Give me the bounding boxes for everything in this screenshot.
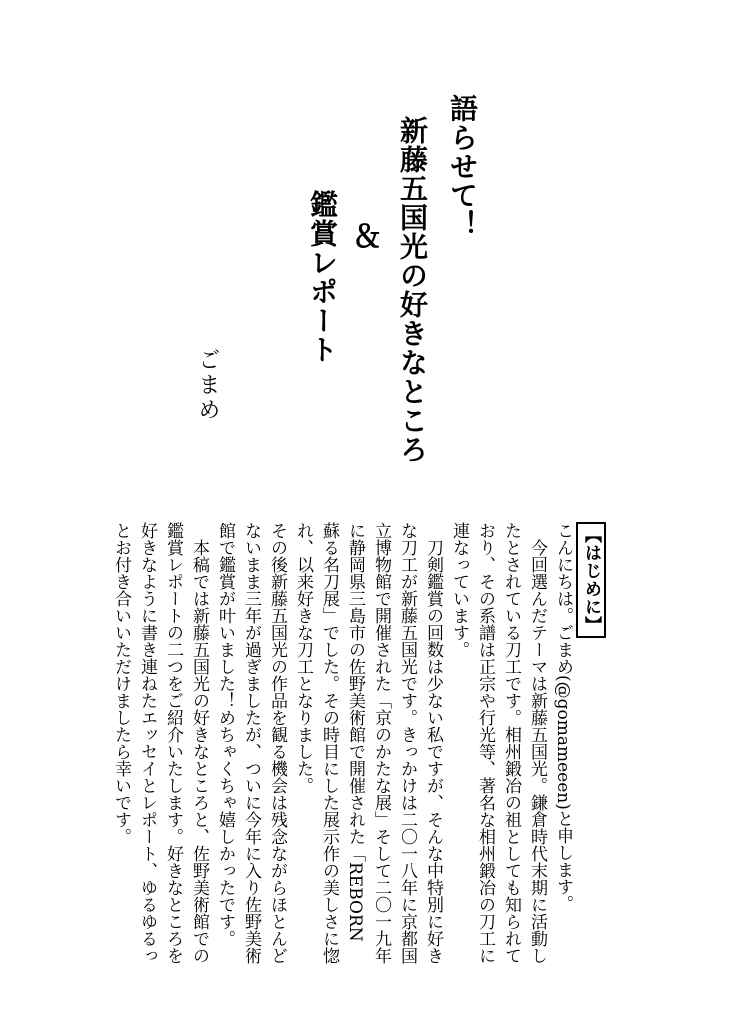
paragraph: 刀剣鑑賞の回数は少ない私ですが、そんな中特別に好きな刀工が新藤五国光です。きっかけは二〇一八年に京都国立博物館で開催された「京のかたな展」そして二〇一九年に静岡県三島市の佐野美術館で開催された「REBORN 蘇る名刀展」でした。その時目にした展示作の美しさに惚れ、以来好きな刀工となりました。: [293, 522, 443, 964]
paragraph: 本稿では新藤五国光の好きなところと、佐野美術館での鑑賞レポートの二つをご紹介いたします。好きなところを好きなように書き連ねたエッセイとレポート、ゆるゆるっとお付き合いいただけましたら幸いです。: [111, 522, 209, 964]
paragraph: その後新藤五国光の作品を観る機会は残念ながらほとんどないまま三年が過ぎましたが、ついに今年に入り佐野美術館で鑑賞が叶いました！めちゃくちゃ嬉しかったです。: [215, 522, 287, 964]
title-ampersand: ＆: [352, 220, 382, 255]
author-name: ごまめ: [195, 348, 220, 423]
title-line-2: 新藤五国光の好きなところ: [396, 116, 429, 464]
section-heading: 【はじめに】: [576, 522, 606, 638]
body-text: [111, 522, 606, 972]
title-line-3: 鑑賞レポート: [306, 190, 339, 364]
paragraph: 今回選んだテーマは新藤五国光。鎌倉時代末期に活動したとされている刀工です。相州鍛冶の祖としても知られており、その系譜は正宗や行光等、著名な相州鍛冶の刀工に連なっています。: [449, 522, 547, 964]
title-line-1: 語らせて！: [446, 94, 479, 239]
paragraph: こんにちは。ごまめ(@gomameeen)と申します。: [553, 522, 573, 912]
